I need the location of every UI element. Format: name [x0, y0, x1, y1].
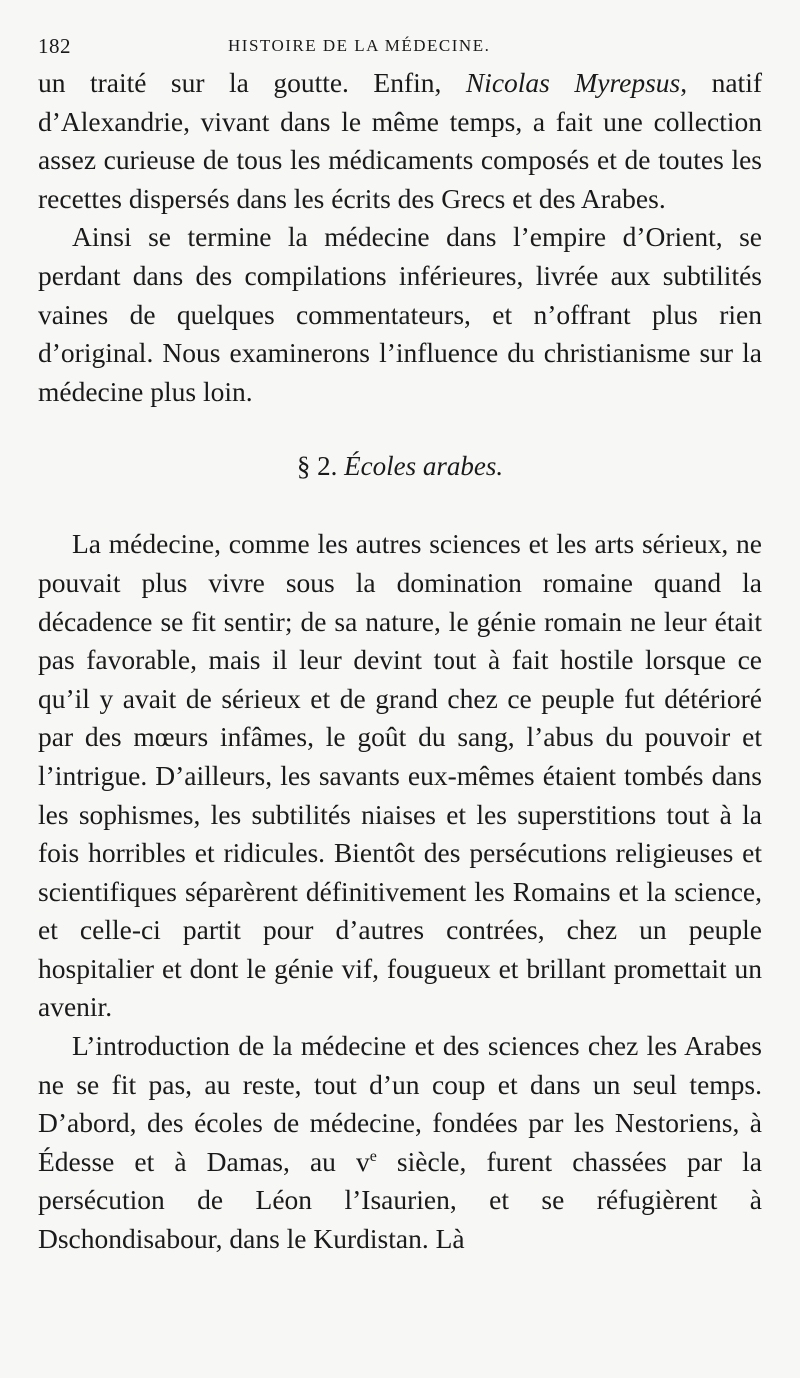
section-number: § 2.	[296, 451, 338, 482]
person-name: Nicolas Myrepsus	[465, 67, 681, 98]
book-page	[38, 28, 762, 1259]
section-heading	[38, 447, 762, 485]
paragraph-1	[38, 64, 762, 218]
paragraph-3: La médecine, comme les autres sciences et les arts sérieux, ne pouvait plus vivre sous la domination romaine quand la décadence se fit sentir; de sa nature, le génie romain ne leur était pas favorable, mais il leur devint tout à fait hostile lorsque ce qu’il y avait de sérieux et de grand chez ce peuple fut détérioré par des mœurs infâmes, le goût du sang, l’abus du pouvoir et l’intrigue. D’ailleurs, les savants eux-mêmes étaient tombés dans les sophismes, les subtilités niaises et les superstitions tout à la fois horribles et ridicules. Bientôt des persécutions religieuses et scientifiques séparèrent définitivement les Romains et la science, et celle-ci partit pour d’autres contrées, chez un peuple hospitalier et dont le génie vif, fougueux et brillant promettait un avenir.	[38, 528, 762, 1023]
paragraph-1-text-a: un traité sur la goutte. Enfin,	[38, 67, 466, 98]
paragraph-4-text-b: siècle, furent chassées par la persécution de Léon l’Isaurien, et se réfugièrent à Dschondisabour, dans le Kurdistan. Là	[38, 1145, 762, 1255]
body-text	[38, 64, 762, 1259]
paragraph-1-text-b: , natif d’Alexandrie, vivant dans le même temps, a fait une collection assez curieuse de tous les médicaments composés et de toutes les recettes dispersés dans les écrits des Grecs et des Arabes.	[38, 67, 762, 214]
paragraph-4	[38, 1027, 762, 1259]
running-title: HISTOIRE DE LA MÉDECINE.	[228, 36, 491, 55]
page-number: 182	[38, 34, 71, 58]
century-superscript: e	[369, 1147, 377, 1165]
paragraph-2: Ainsi se termine la médecine dans l’empire d’Orient, se perdant dans des compilations inférieures, livrée aux subtilités vaines de quelques commentateurs, et n’offrant plus rien d’original. Nous examinerons l’influence du christianisme sur la médecine plus loin.	[38, 221, 762, 407]
section-title: Écoles arabes.	[344, 451, 504, 482]
paragraph-4-text-a: L’introduction de la médecine et des sciences chez les Arabes ne se fit pas, au reste, tout d’un coup et dans un seul temps. D’abord, des écoles de médecine, fondées par les Nestoriens, à Édesse et à Damas, au	[38, 1030, 762, 1177]
century-numeral: v	[355, 1145, 370, 1177]
running-head	[38, 28, 762, 64]
